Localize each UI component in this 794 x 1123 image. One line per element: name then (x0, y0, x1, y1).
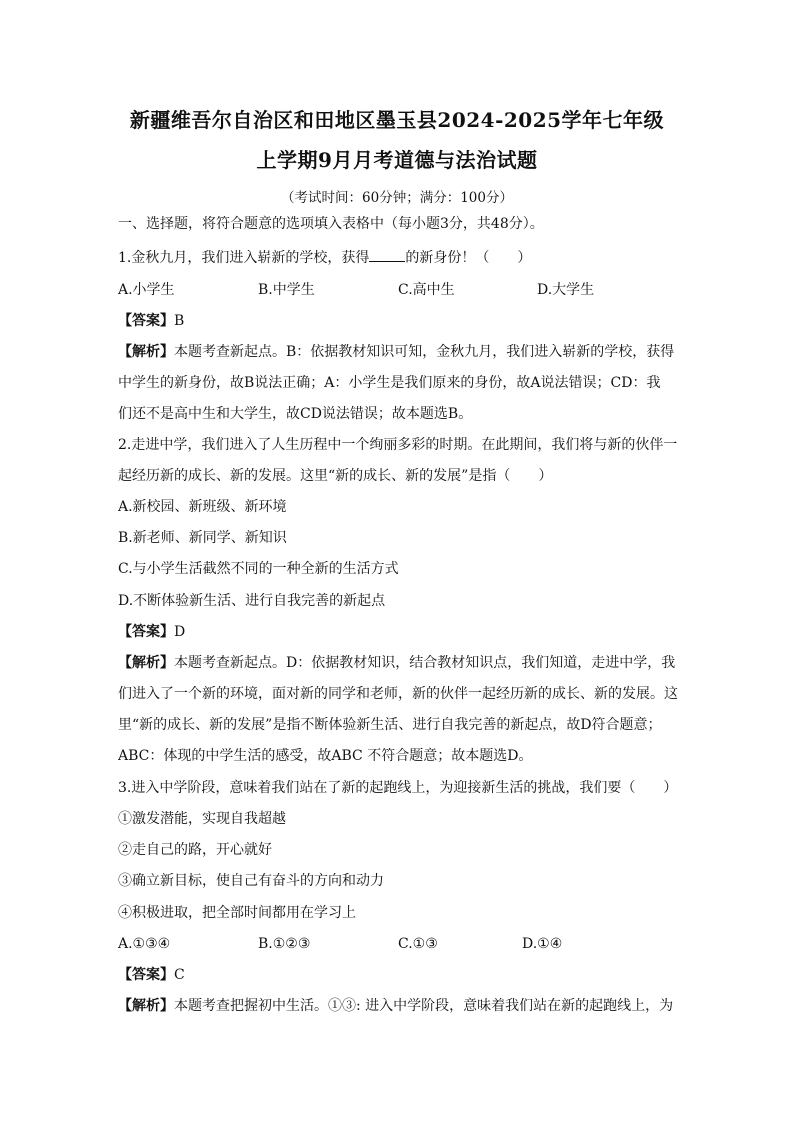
question-2-stem-line-2: 起经历新的成长、新的发展。这里“新的成长、新的发展”是指（ ） (118, 468, 553, 484)
exam-info: （考试时间：60分钟；满分：100分） (281, 190, 513, 206)
q2-analysis-line-2: 们进入了一个新的环境，面对新的同学和老师，新的伙伴一起经历新的成长、新的发展。这 (118, 686, 678, 702)
q3-option-d: D.①④ (522, 936, 563, 952)
q1-answer: 【答案】B (118, 313, 185, 329)
q2-answer: 【答案】D (118, 624, 186, 640)
q1-option-a: A.小学生 (118, 282, 175, 298)
q2-option-b: B.新老师、新同学、新知识 (118, 530, 287, 546)
question-2-stem-line-1: 2.走进中学，我们进入了人生历程中一个绚丽多彩的时期。在此期间，我们将与新的伙伴一 (118, 437, 678, 453)
document-title-line1: 新疆维吾尔自治区和田地区墨玉县2024-2025学年七年级 (129, 108, 665, 132)
q2-option-c: C.与小学生活截然不同的一种全新的生活方式 (118, 561, 399, 577)
q2-option-d: D.不断体验新生活、进行自我完善的新起点 (118, 593, 386, 609)
q1-analysis-line-3: 们还不是高中生和大学生，故CD说法错误；故本题选B。 (118, 406, 473, 422)
q3-option-b: B.①②③ (258, 936, 311, 952)
question-3-stem: 3.进入中学阶段，意味着我们站在了新的起跑线上，为迎接新生活的挑战，我们要（ ） (118, 780, 678, 796)
section-heading: 一、选择题，将符合题意的选项填入表格中（每小题3分，共48分）。 (118, 216, 544, 232)
q2-analysis-line-3: 里“新的成长、新的发展”是指不断体验新生活、进行自我完善的新起点，故D符合题意； (118, 717, 662, 733)
q1-option-b: B.中学生 (258, 282, 315, 298)
q1-option-c: C.高中生 (398, 282, 455, 298)
q3-option-a: A.①③④ (118, 936, 171, 952)
q1-analysis-line-1: 【解析】本题考查新起点。B：依据教材知识可知，金秋九月，我们进入崭新的学校，获得 (118, 344, 675, 360)
q3-answer: 【答案】C (118, 967, 185, 983)
document-title-line2: 上学期9月月考道德与法治试题 (256, 148, 538, 172)
q2-analysis-line-4: ABC：体现的中学生活的感受，故ABC 不符合题意；故本题选D。 (118, 748, 533, 764)
q3-analysis-line-1: 【解析】本题考查把握初中生活。①③: 进入中学阶段，意味着我们站在新的起跑线上，为 (118, 998, 674, 1014)
q3-item-3: ③确立新目标，使自己有奋斗的方向和动力 (118, 873, 384, 889)
q1-option-d: D.大学生 (537, 282, 595, 298)
q3-item-2: ②走自己的路，开心就好 (118, 842, 272, 858)
q1-analysis-line-2: 中学生的新身份，故B说法正确；A：小学生是我们原来的身份，故A说法错误；CD：我 (118, 375, 661, 391)
q3-item-1: ①激发潜能，实现自我超越 (118, 811, 286, 827)
q3-item-4: ④积极进取，把全部时间都用在学习上 (118, 905, 356, 921)
q3-option-c: C.①③ (398, 936, 438, 952)
question-1-stem: 1.金秋九月，我们进入崭新的学校，获得 的新身份！（ ） (118, 247, 678, 268)
q2-analysis-line-1: 【解析】本题考查新起点。D：依据教材知识，结合教材知识点，我们知道，走进中学，我 (118, 655, 676, 671)
q2-option-a: A.新校园、新班级、新环境 (118, 499, 287, 515)
answer-blank (369, 247, 405, 262)
